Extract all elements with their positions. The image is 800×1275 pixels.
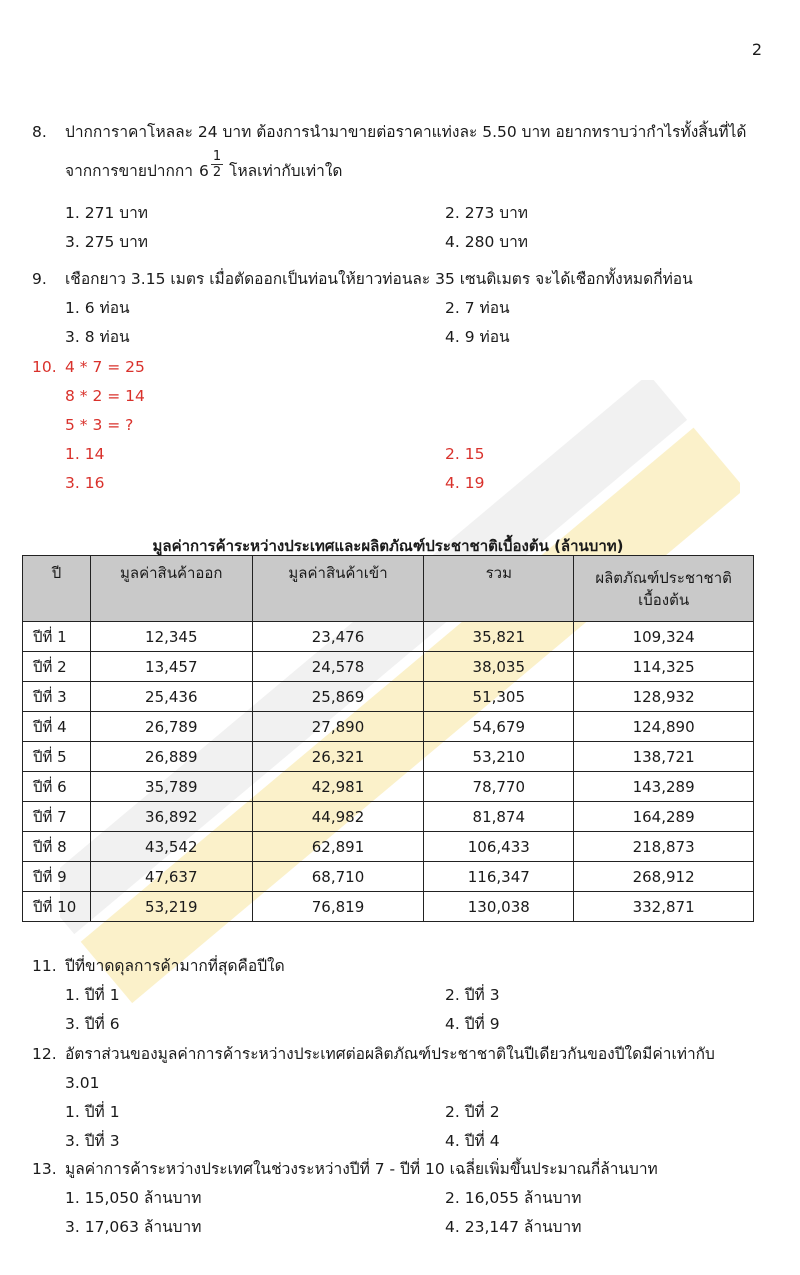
option-4[interactable]: 4. 19 — [445, 474, 485, 492]
cell-exports: 53,219 — [90, 892, 252, 922]
question-text: อัตราส่วนของมูลค่าการค้าระหว่างประเทศต่อผลิตภัณฑ์ประชาชาติในปีเดียวกันของปีใดมีค่าเท่ากับ — [65, 1045, 715, 1063]
table-row — [23, 862, 754, 892]
table-row — [23, 832, 754, 862]
cell-gdp: 332,871 — [574, 892, 754, 922]
option-1[interactable]: 1. 271 บาท — [65, 204, 148, 222]
question-9 — [32, 265, 772, 352]
cell-year: ปีที่ 3 — [23, 682, 91, 712]
cell-imports: 44,982 — [252, 802, 424, 832]
question-13 — [32, 1155, 772, 1242]
option-2[interactable]: 2. 7 ท่อน — [445, 299, 510, 317]
cell-exports: 36,892 — [90, 802, 252, 832]
cell-imports: 26,321 — [252, 742, 424, 772]
question-number: 11. — [32, 957, 57, 975]
question-text: 5 * 3 = ? — [65, 416, 134, 434]
cell-year: ปีที่ 10 — [23, 892, 91, 922]
option-3[interactable]: 3. 8 ท่อน — [65, 328, 130, 346]
option-2[interactable]: 2. 273 บาท — [445, 204, 528, 222]
fraction — [211, 149, 223, 193]
cell-year: ปีที่ 4 — [23, 712, 91, 742]
cell-gdp: 128,932 — [574, 682, 754, 712]
question-11 — [32, 952, 772, 1039]
cell-exports: 43,542 — [90, 832, 252, 862]
option-4[interactable]: 4. ปีที่ 4 — [445, 1132, 500, 1150]
question-number: 12. — [32, 1045, 57, 1063]
fraction-whole: 6 — [198, 162, 209, 180]
cell-total: 130,038 — [424, 892, 574, 922]
option-4[interactable]: 4. 23,147 ล้านบาท — [445, 1218, 582, 1236]
header-gdp-line1: ผลิตภัณฑ์ประชาชาติ — [595, 568, 732, 587]
question-text: มูลค่าการค้าระหว่างประเทศในช่วงระหว่างปีที่ 7 - ปีที่ 10 เฉลี่ยเพิ่มขึ้นประมาณกี่ล้านบาท — [65, 1160, 658, 1178]
option-1[interactable]: 1. 15,050 ล้านบาท — [65, 1189, 202, 1207]
header-gdp-line2: เบื้องต้น — [638, 590, 690, 609]
cell-exports: 25,436 — [90, 682, 252, 712]
table-body — [23, 622, 754, 922]
option-4[interactable]: 4. 280 บาท — [445, 233, 528, 251]
option-2[interactable]: 2. 15 — [445, 445, 485, 463]
cell-gdp: 268,912 — [574, 862, 754, 892]
table-row — [23, 682, 754, 712]
cell-gdp: 164,289 — [574, 802, 754, 832]
option-3[interactable]: 3. 17,063 ล้านบาท — [65, 1218, 202, 1236]
cell-total: 106,433 — [424, 832, 574, 862]
cell-gdp: 143,289 — [574, 772, 754, 802]
header-total: รวม — [424, 556, 574, 622]
option-1[interactable]: 1. ปีที่ 1 — [65, 1103, 120, 1121]
cell-total: 54,679 — [424, 712, 574, 742]
table-row — [23, 712, 754, 742]
table-title: มูลค่าการค้าระหว่างประเทศและผลิตภัณฑ์ประชาชาติเบื้องต้น (ล้านบาท) — [152, 537, 624, 555]
cell-year: ปีที่ 9 — [23, 862, 91, 892]
question-number: 9. — [32, 270, 47, 288]
option-1[interactable]: 1. 6 ท่อน — [65, 299, 130, 317]
table-row — [23, 772, 754, 802]
cell-imports: 25,869 — [252, 682, 424, 712]
question-number: 10. — [32, 358, 57, 376]
cell-imports: 42,981 — [252, 772, 424, 802]
table-row — [23, 652, 754, 682]
question-text: โหลเท่ากับเท่าใด — [229, 162, 343, 180]
cell-gdp: 124,890 — [574, 712, 754, 742]
option-2[interactable]: 2. 16,055 ล้านบาท — [445, 1189, 582, 1207]
option-3[interactable]: 3. 16 — [65, 474, 105, 492]
question-text: จากการขายปากกา — [65, 162, 193, 180]
cell-imports: 27,890 — [252, 712, 424, 742]
header-exports: มูลค่าสินค้าออก — [90, 556, 252, 622]
table-row — [23, 742, 754, 772]
cell-imports: 62,891 — [252, 832, 424, 862]
option-2[interactable]: 2. ปีที่ 3 — [445, 986, 500, 1004]
cell-total: 81,874 — [424, 802, 574, 832]
cell-total: 38,035 — [424, 652, 574, 682]
cell-year: ปีที่ 8 — [23, 832, 91, 862]
cell-year: ปีที่ 2 — [23, 652, 91, 682]
cell-total: 53,210 — [424, 742, 574, 772]
cell-imports: 24,578 — [252, 652, 424, 682]
header-gdp — [574, 556, 754, 622]
cell-exports: 47,637 — [90, 862, 252, 892]
cell-total: 35,821 — [424, 622, 574, 652]
option-2[interactable]: 2. ปีที่ 2 — [445, 1103, 500, 1121]
table-row — [23, 892, 754, 922]
option-4[interactable]: 4. ปีที่ 9 — [445, 1015, 500, 1033]
fraction-numerator: 1 — [212, 149, 222, 164]
option-4[interactable]: 4. 9 ท่อน — [445, 328, 510, 346]
question-text: 8 * 2 = 14 — [65, 387, 145, 405]
cell-exports: 26,789 — [90, 712, 252, 742]
question-text: 3.01 — [65, 1074, 100, 1092]
cell-imports: 76,819 — [252, 892, 424, 922]
cell-year: ปีที่ 5 — [23, 742, 91, 772]
cell-exports: 13,457 — [90, 652, 252, 682]
table-row — [23, 622, 754, 652]
option-1[interactable]: 1. ปีที่ 1 — [65, 986, 120, 1004]
question-8 — [32, 118, 772, 257]
question-number: 8. — [32, 123, 47, 141]
cell-imports: 23,476 — [252, 622, 424, 652]
cell-total: 51,305 — [424, 682, 574, 712]
question-number: 13. — [32, 1160, 57, 1178]
option-3[interactable]: 3. ปีที่ 6 — [65, 1015, 120, 1033]
cell-gdp: 218,873 — [574, 832, 754, 862]
question-text: เชือกยาว 3.15 เมตร เมื่อตัดออกเป็นท่อนให้ยาวท่อนละ 35 เซนติเมตร จะได้เชือกทั้งหมดกี่ท่อน — [65, 270, 693, 288]
cell-exports: 35,789 — [90, 772, 252, 802]
cell-gdp: 138,721 — [574, 742, 754, 772]
cell-gdp: 109,324 — [574, 622, 754, 652]
cell-exports: 12,345 — [90, 622, 252, 652]
question-text: ปากการาคาโหลละ 24 บาท ต้องการนำมาขายต่อราคาแท่งละ 5.50 บาท อยากทราบว่ากำไรทั้งสิ้นที่ได้ — [65, 123, 747, 141]
cell-year: ปีที่ 7 — [23, 802, 91, 832]
header-imports: มูลค่าสินค้าเข้า — [252, 556, 424, 622]
cell-year: ปีที่ 1 — [23, 622, 91, 652]
question-12 — [32, 1040, 772, 1156]
option-3[interactable]: 3. 275 บาท — [65, 233, 148, 251]
cell-total: 78,770 — [424, 772, 574, 802]
cell-exports: 26,889 — [90, 742, 252, 772]
question-10 — [32, 353, 772, 498]
option-1[interactable]: 1. 14 — [65, 445, 105, 463]
question-text: 4 * 7 = 25 — [65, 358, 145, 376]
cell-year: ปีที่ 6 — [23, 772, 91, 802]
trade-table — [22, 555, 754, 922]
page-number: 2 — [751, 40, 762, 59]
header-year: ปี — [23, 556, 91, 622]
option-3[interactable]: 3. ปีที่ 3 — [65, 1132, 120, 1150]
cell-imports: 68,710 — [252, 862, 424, 892]
table-row — [23, 802, 754, 832]
cell-gdp: 114,325 — [574, 652, 754, 682]
table-header-row — [23, 556, 754, 622]
question-text: ปีที่ขาดดุลการค้ามากที่สุดคือปีใด — [65, 957, 285, 975]
cell-total: 116,347 — [424, 862, 574, 892]
fraction-denominator: 2 — [212, 165, 222, 180]
